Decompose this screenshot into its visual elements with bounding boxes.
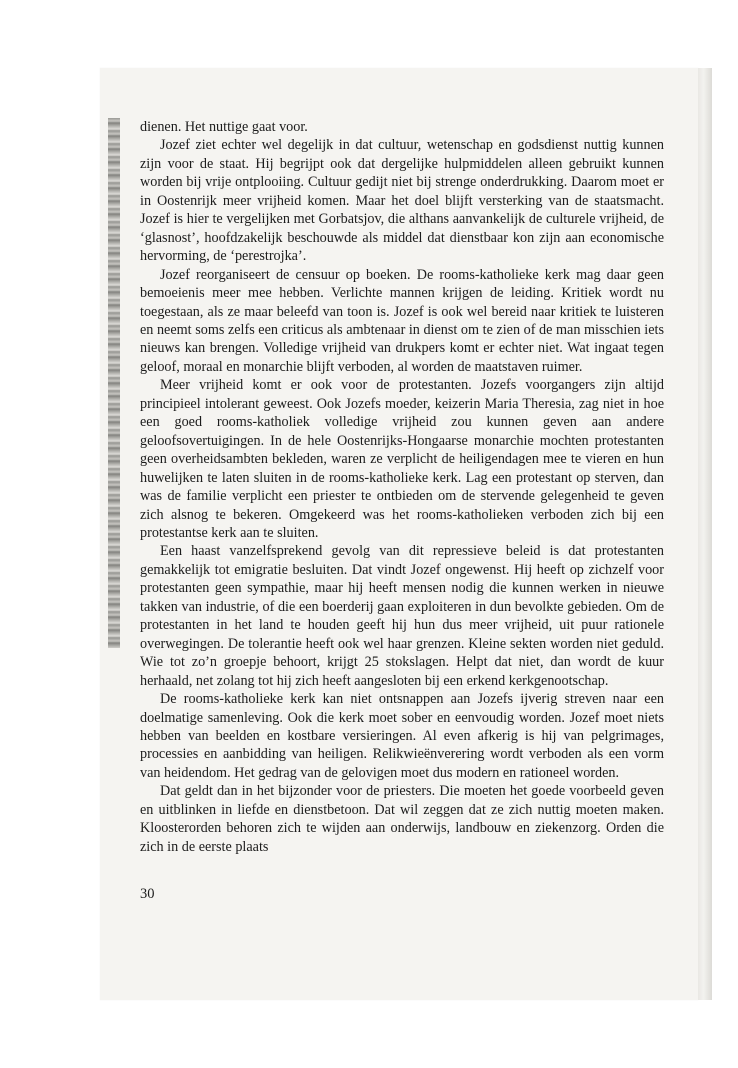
paragraph: Meer vrijheid komt er ook voor de protestanten. Jozefs voorgangers zijn altijd principieel intolerant geweest. Ook Jozefs moeder, keizerin Maria Theresia, zag niet in hoe een goed rooms-katholiek volledige vrijheid zou kunnen geven aan andere geloofsovertuigingen. In de hele Oostenrijks-Hongaarse monarchie mochten protestanten geen overheidsambten bekleden, waren ze verplicht de heiligendagen mee te vieren en hun huwelijken te laten sluiten in de rooms-katholieke kerk. Lag een protestant op sterven, dan was de familie verplicht een priester te ontbieden om de stervende gelegenheid te geven zich alsnog te bekeren. Omgekeerd was het rooms-katholieken verboden zich bij een protestantse kerk aan te sluiten. <box>140 377 664 541</box>
paragraph: Jozef ziet echter wel degelijk in dat cultuur, wetenschap en godsdienst nuttig kunnen zijn voor de staat. Hij begrijpt ook dat dergelijke hulpmiddelen alleen gebruikt kunnen worden bij vrije ontplooiing. Cultuur gedijt niet bij strenge onderdrukking. Daarom moet er in Oostenrijk meer vrijheid komen. Maar het doel blijft versterking van de staatsmacht. Jozef is hier te vergelijken met Gorbatsjov, die althans aanvankelijk de culturele vrijheid, de ‘glasnost’, hoofdzakelijk beschouwde als middel dat dienstbaar kon zijn aan economische hervorming, de ‘perestrojka’. <box>140 137 664 265</box>
page-edge <box>698 68 712 1000</box>
paragraph: Een haast vanzelfsprekend gevolg van dit repressieve beleid is dat protestanten gemakkelijk tot emigratie besluiten. Dat vindt Jozef ongewenst. Hij heeft op zichzelf voor protestanten geen sympathie, maar hij heeft mensen nodig die kunnen werken in nieuwe takken van industrie, of die een boerderij gaan exploiteren in dun bevolkte gebieden. Om de protestanten in het land te houden geeft hij hun dus meer vrijheid, uit puur rationele overwegingen. De tolerantie heeft ook wel haar grenzen. Kleine sekten worden niet geduld. Wie tot zo’n groepje behoort, krijgt 25 stokslagen. Helpt dat niet, dan wordt de kuur herhaald, net zolang tot hij zich heeft aangesloten bij een erkend kerkgenootschap. <box>140 543 664 689</box>
page-number: 30 <box>140 886 155 902</box>
paragraph: Jozef reorganiseert de censuur op boeken. De rooms-katholieke kerk mag daar geen bemoeienis meer mee hebben. Verlichte mannen krijgen de leiding. Kritiek wordt nu toegestaan, als ze maar beleefd van toon is. Jozef is ook wel bereid naar kritiek te luisteren en neemt soms zelfs een criticus als ambtenaar in dienst om te zien of de man misschien iets nieuws kan brengen. Volledige vrijheid van drukpers komt er echter niet. Wat ingaat tegen geloof, moraal en monarchie blijft verboden, al worden de maatstaven ruimer. <box>140 266 664 375</box>
paragraph: dienen. Het nuttige gaat voor. <box>140 119 308 135</box>
facing-page-illustration-edge <box>108 118 120 648</box>
paragraph: De rooms-katholieke kerk kan niet ontsnappen aan Jozefs ijverig streven naar een doelmatige samenleving. Ook die kerk moet sober en eenvoudig worden. Jozef moet niets hebben van beelden en kostbare versieringen. Al even afkerig is hij van pelgrimages, processies en aanbidding van heiligen. Relikwieënverering wordt verboden als een vorm van heidendom. Het gedrag van de gelovigen moet dus modern en rationeel worden. <box>140 691 664 781</box>
body-text <box>140 118 664 856</box>
paragraph: Dat geldt dan in het bijzonder voor de priesters. Die moeten het goede voorbeeld geven en uitblinken in liefde en dienstbetoon. Dat wil zeggen dat ze zich nuttig moeten maken. Kloosterorden behoren zich te wijden aan onderwijs, landbouw en ziekenzorg. Orden die zich in de eerste plaats <box>140 783 664 855</box>
